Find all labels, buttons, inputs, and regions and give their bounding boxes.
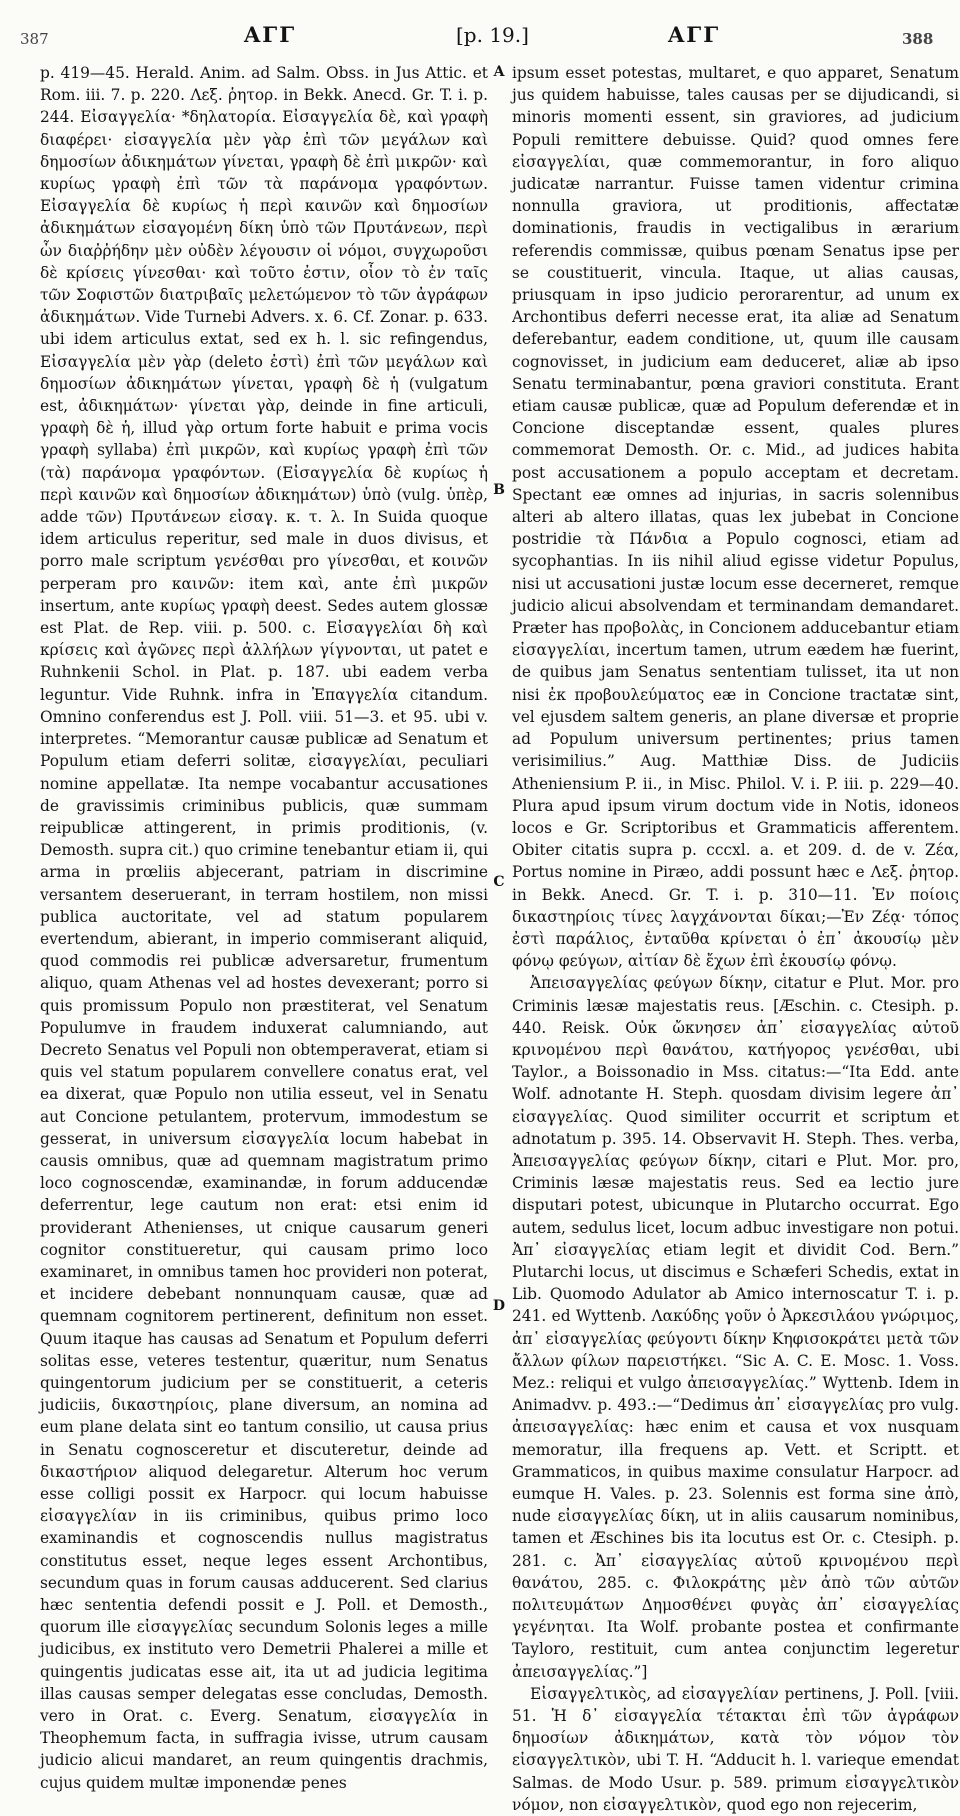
right-column — [512, 62, 959, 1814]
section-marker-c: C — [493, 874, 505, 890]
section-marker-d: D — [492, 1298, 506, 1314]
left-page-number: 387 — [20, 30, 49, 48]
left-column — [40, 62, 488, 1792]
entry-apeisangelias: Ἀπεισαγγελίας φεύγων δίκην, citatur e Plut. Mor. pro Criminis læsæ majestatis reus. [Æschin. c. Ctesiph. p. 440. Reisk. Οὐκ ὤκνησεν ἀπ᾽ εἰσαγγελίας αὐτοῦ κρινομένου περὶ θανάτου, κατήγορος γενέσθαι, ubi Taylor., a Boissonadio in Mss. citatus:—“Ita Edd. ante Wolf. adnotante H. Steph. quosdam divisim legere ἀπ᾽ εἰσαγγελίας. Quod similiter occurrit et scriptum et adnotatum p. 395. 14. Observavit H. Steph. Thes. verba, Ἀπεισαγγελίας φεύγων δίκην, citari e Plut. Mor. pro, Criminis læsæ majestatis reus. Sed ea lectio jure disputari potest, ubicunque in Plutarcho occurrat. Ego autem, sedulus licet, locum adbuc investigare non potui. Ἀπ᾽ εἰσαγγελίας etiam legit et dividit Cod. Bern.” Plutarchi locus, ut discimus e Schæferi Schedis, extat in Lib. Quomodo Adulator ab Amico internoscatur T. i. p. 241. ed Wyttenb. Λακύδης γοῦν ὁ Ἀρκεσιλάου γνώριμος, ἀπ᾽ εἰσαγγελίας φεύγοντι δίκην Κηφισοκράτει μετὰ τῶν ἄλλων φίλων παρειστήκει. “Sic A. C. E. Mosc. 1. Voss. Mez.: reliqui et vulgo ἀπεισαγγελίας.” Wyttenb. Idem in Animadvv. p. 493.:—“Dedimus ἀπ᾽ εἰσαγγελίας pro vulg. ἀπεισαγγελίας: hæc enim et causa et vox nusquam memoratur, illa frequens ap. Vett. et Scriptt. et Grammaticos, in quibus maxime consulatur Harpocr. ad eumque H. Vales. p. 23. Solennis est forma sine ἀπὸ, nude εἰσαγγελίας δίκη, ut in aliis causarum nominibus, tamen et Æschines bis ita locutus est Or. c. Ctesiph. p. 281. c. Ἀπ᾽ εἰσαγγελίας αὐτοῦ κρινομένου περὶ θανάτου, 285. c. Φιλοκράτης μὲν ἀπὸ τῶν αὐτῶν πολιτευμάτων Δημοσθένει φυγὰς ἀπ᾽ εἰσαγγελίας γεγένηται. Ita Wolf. probante postea et confirmante Tayloro, restituit, cum antea conjunctim legeretur ἀπεισαγγελίας.”] — [512, 974, 959, 1681]
left-column-paragraph: p. 419—45. Herald. Anim. ad Salm. Obss. in Jus Attic. et Rom. iii. 7. p. 220. Λεξ. ῥητορ. in Bekk. Anecd. Gr. T. i. p. 244. Εἰσαγγελία· *δηλατορία. Εἰσαγγελία δὲ, καὶ γραφὴ διαφέρει· εἰσαγγελία μὲν γὰρ ἐπὶ τῶν μεγάλων καὶ δημοσίων ἀδικημάτων γίνεται, γραφὴ δὲ ἐπὶ μικρῶν· καὶ κυρίως γραφὴ ἐπὶ τῶν τὰ παράνομα γραφόντων. Εἰσαγγελία δὲ κυρίως ἡ περὶ καινῶν καὶ δημοσίων ἀδικημάτων εἰσαγομένη δίκη ὑπὸ τῶν Πρυτάνεων, περὶ ὧν διαῤῥήδην μὲν οὐδὲν λέγουσιν οἱ νόμοι, συγχωροῦσι δὲ κρίσεις γίνεσθαι· καὶ τοῦτο ἐστιν, οἷον τὸ ἐν ταῖς τῶν Σοφιστῶν διατριβαῖς μελετώμενον τὸ τῶν ἀγράφων ἀδικημάτων. Vide Turnebi Advers. x. 6. Cf. Zonar. p. 633. ubi idem articulus extat, sed ex h. l. sic refingendus, Εἰσαγγελία μὲν γὰρ (deleto ἐστὶ) ἐπὶ τῶν μεγάλων καὶ δημοσίων ἀδικημάτων γίνεται, γραφὴ δὲ ἡ (vulgatum est, ἀδικημάτων· γίνεται γὰρ, deinde in fine articuli, γραφὴ δὲ ἡ, illud γὰρ ortum forte habuit e prima vocis γραφὴ syllaba) ἐπὶ μικρῶν, καὶ κυρίως γραφὴ ἐπὶ τῶν (τὰ) παράνομα γραφόντων. (Εἰσαγγελία δὲ κυρίως ἡ περὶ καινῶν καὶ δημοσίων ἀδικημάτων) ὑπὸ (vulg. ὑπὲρ, adde τῶν) Πρυτάνεων εἰσαγ. κ. τ. λ. In Suida quoque idem articulus reperitur, sed male in duos divisus, et porro male scriptum γενέσθαι pro γίνεσθαι, et κοινῶν perperam pro καινῶν: item καὶ, ante ἐπὶ μικρῶν insertum, ante κυρίως γραφὴ deest. Sedes autem glossæ est Plat. de Rep. viii. p. 500. c. Εἰσαγγελίαι δὴ καὶ κρίσεις καὶ ἀγῶνες περὶ ἀλλήλων γίγνονται, ut patet e Ruhnkenii Schol. in Plat. p. 187. ubi eadem verba leguntur. Vide Ruhnk. infra in Ἐπαγγελία citandum. Omnino conferendus est J. Poll. viii. 51—3. et 95. ubi v. interpretes. “Memorantur causæ publicæ ad Senatum et Populum etiam deferri solitæ, εἰσαγγελίαι, peculiari nomine appellatæ. Ita nempe vocabantur accusationes de gravissimis criminibus publicis, quæ summam reipublicæ attingerent, in primis proditionis, (v. Demosth. supra cit.) quo crimine tenebantur etiam ii, qui arma in prœliis abjecerant, patriam in discrimine versantem deseruerant, in terram hostilem, non missi publica auctoritate, vel ad statum popularem evertendum, abierant, in imperio commiserant aliquid, quod commodis rei publicæ adversaretur, frumentum aliquo, quam Athenas vel ad hostes devexerant; porro si quis promissum Populo non præstiterat, vel Senatum Populumve in fraudem induxerat calumniando, aut Decreto Senatus vel Populi non obtemperaverat, etiam si quis vel statum popularem convellere conatus erat, vel ea dixerat, quæ Populo non utilia esseut, vel in Senatu aut Concione petulantem, protervum, immodestum se gesserat, in universum εἰσαγγελία locum habebat in causis omnibus, quæ ad quemnam magistratum primo loco cognoscendæ, examinandæ, in forum adducendæ deferrentur, lege cautum non erat: etsi enim id providerant Athenienses, ut cnique causarum generi cognitor constitueretur, qui causam primo loco examinaret, in omnibus tamen hoc provideri non poterat, et incidere debebant nonnunquam causæ, quæ ad quemnam cognitorem pertinerent, definitum non esset. Quum itaque has causas ad Senatum et Populum deferri solitas esse, veteres testentur, quæritur, num Senatus quingentorum judicium per se constituerit, a ceteris judiciis, δικαστηρίοις, plane diversum, an nomina ad eum plane delata sint eo tantum consilio, ut causa prius in Senatu cognosceretur et discuteretur, deinde ad δικαστήριον aliquod delegaretur. Alterum hoc verum esse colligi possit ex Harpocr. qui locum habuisse εἰσαγγελίαν in iis criminibus, quibus primo loco examinandis et cognoscendis nullus magistratus constitutus esset, neque leges essent Archontibus, secundum quas in forum causas adducerent. Sed clarius hæc sententia defendi possit e J. Poll. et Demosth., quorum ille εἰσαγγελίας secundum Solonis leges a mille judicibus, ex instituto vero Demetrii Phalerei a mille et quingentis judicatas esse ait, ita ut ad judicia legitima illas causas semper delegatas esse concludas, Demosth. vero in Orat. c. Everg. Senatum, εἰσαγγελία in Theophemum facta, in suffragia ivisse, utrum causam judicio alicui mandaret, an reum quingentis drachmis, cujus quidem multæ imponendæ penes — [40, 64, 488, 1792]
entry-eisangeltikos: Εἰσαγγελτικὸς, ad εἰσαγγελίαν pertinens, J. Poll. [viii. 51. Ἡ δ᾽ εἰσαγγελία τέτακται ἐπὶ τῶν ἀγράφων δημοσίων ἀδικημάτων, κατὰ τὸν νόμον τὸν εἰσαγγελτικὸν, ubi T. H. “Adducit h. l. varieque emendat Salmas. de Modo Usur. p. 589. primum εἰσαγγελτικὸν νόμον, non εἰσαγγελτικὸν, quod ego non rejecerim, — [512, 1684, 959, 1814]
right-column-paragraph: ipsum esset potestas, multaret, e quo apparet, Senatum jus quidem habuisse, tales causas per se dijudicandi, si minoris momenti essent, sin graviores, ad judicium Populi remittere debuisse. Quid? quod omnes fere εἰσαγγελίαι, quæ commemorantur, in foro aliquo judicatæ narrantur. Fuisse tamen videntur crimina nonnulla graviora, ut proditionis, affectatæ dominationis, fraudis in vectigalibus in ærarium referendis commissæ, quibus pœnam Senatus ipse per se coustituerit, vincula. Itaque, ut alias causas, priusquam in ipso judicio perorarentur, ad unum ex Archontibus deferri necesse erat, ita aliæ ad Senatum deferebantur, eadem conditione, ut, quum ille causam cognovisset, in judicium eam deduceret, aliæ ab ipso Senatu terminabantur, pœna graviori constituta. Erant etiam causæ publicæ, quæ ad Populum deferendæ et in Concione disceptandæ essent, quales plures commemorat Demosth. Or. c. Mid., ad judices habita post accusationem a populo acceptam et decretam. Spectant eæ omnes ad injurias, in sacris solennibus alteri ab altero illatas, quas lex jubebat in Concione postridie τὰ Πάνδια a Populo cognosci, etiam ad sycophantias. In iis nihil aliud egisse videtur Populus, nisi ut accusationi justæ locum esse decerneret, remque judicio alicui absolvendam et terminandam demandaret. Præter has προβολὰς, in Concionem adducebantur etiam εἰσαγγελίαι, incertum tamen, utrum eædem hæ fuerint, de quibus jam Senatus sententiam tulisset, ita ut non nisi ἐκ προβουλεύματος eæ in Concione tractatæ sint, vel ejusdem saltem generis, an plane diversæ et proprie ad Populum universum pertinentes; prius tamen verisimilius.” Aug. Matthiæ Diss. de Judiciis Atheniensium P. ii., in Misc. Philol. V. i. P. iii. p. 229—40. Plura apud ipsum virum doctum vide in Notis, idoneos locos e Gr. Scriptoribus et Grammaticis afferentem. Obiter citatis supra p. cccxl. a. et 209. d. de v. Ζέα, Portus nomine in Piræo, addi possunt hæc e Λεξ. ῥητορ. in Bekk. Anecd. Gr. T. i. p. 310—11. Ἐν ποίοις δικαστηρίοις τίνες λαγχάνονται δίκαι;—Ἐν Ζέᾳ· τόπος ἐστὶ παράλιος, ἐνταῦθα κρίνεται ὁ ἐπ᾽ ἀκουσίῳ μὲν φόνῳ φεύγων, αἰτίαν δὲ ἔχων ἐπὶ ἑκουσίῳ φόνῳ. — [512, 64, 959, 971]
right-headword: ΑΓΓ — [668, 22, 721, 47]
running-head — [0, 20, 960, 56]
section-marker-a: A — [493, 64, 505, 80]
part-reference: [p. 19.] — [456, 23, 529, 47]
section-marker-b: B — [493, 482, 505, 498]
left-headword: ΑΓΓ — [244, 22, 297, 47]
right-page-number: 388 — [902, 30, 934, 48]
